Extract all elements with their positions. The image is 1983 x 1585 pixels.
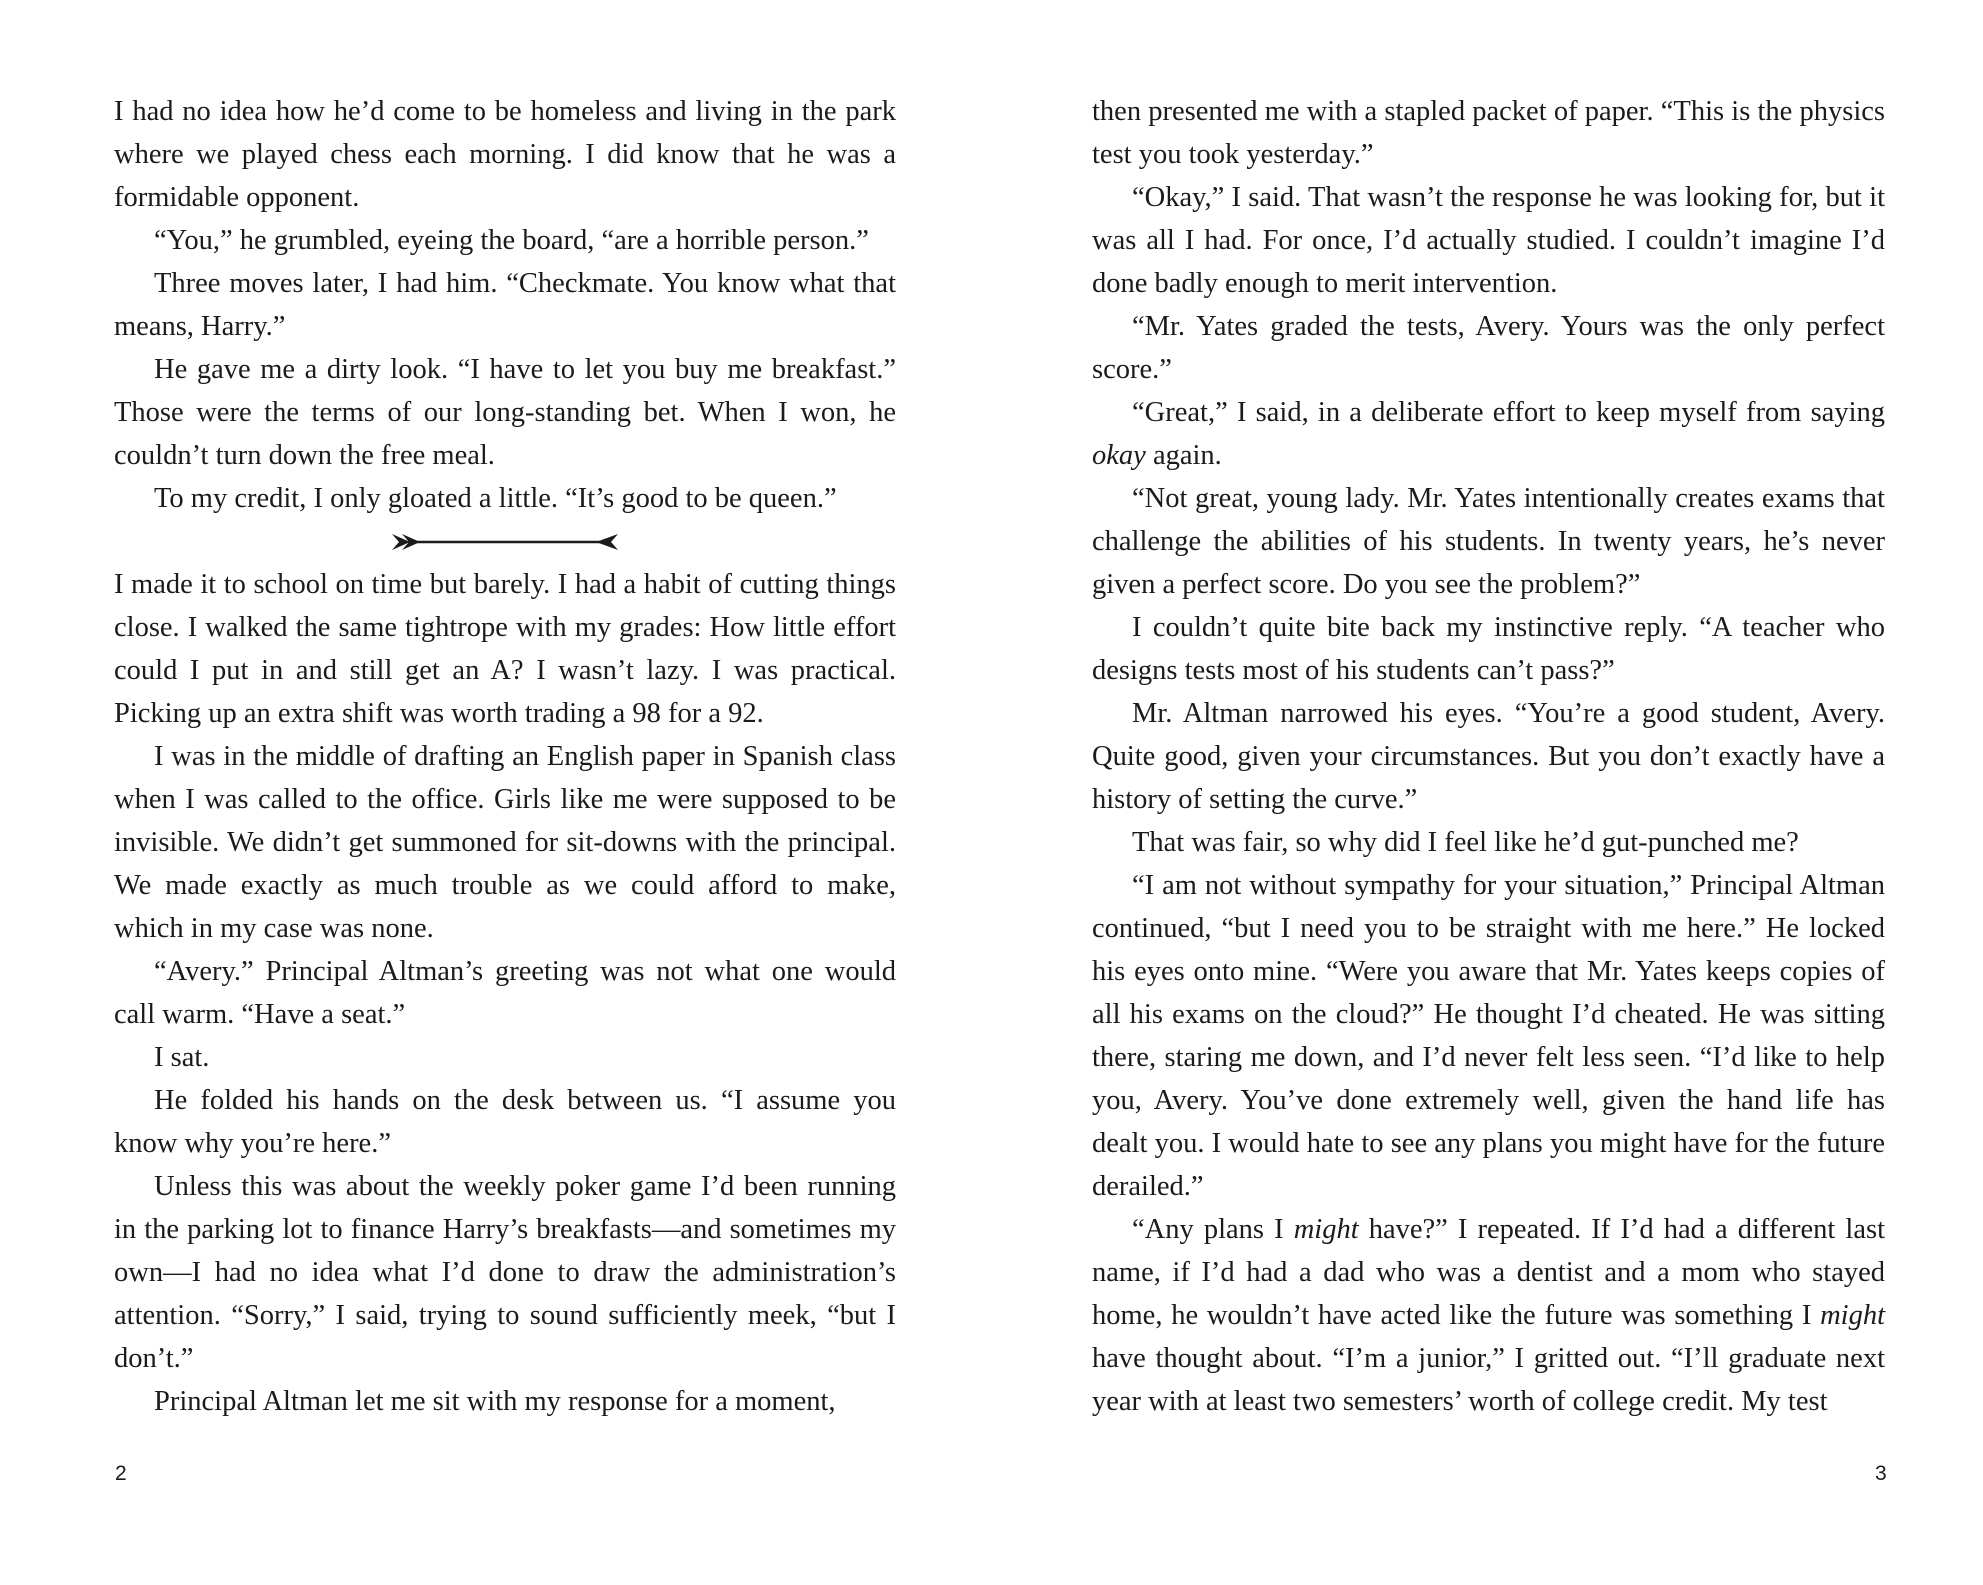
paragraph: “You,” he grumbled, eyeing the board, “are a horrible person.”: [154, 225, 869, 256]
paragraph: “I am not without sympathy for your situation,” Principal Altman continued, “but I need you to be straight with me here.” He locked his eyes onto mine. “Were you aware that Mr. Yates keeps copies of all his exams on the cloud?” He thought I’d cheated. He was sitting there, staring me down, and I’d never felt less seen. “I’d like to help you, Avery. You’ve done extremely well, given the hand life has dealt you. I would hate to see any plans you might have for the future derailed.”: [1092, 870, 1885, 1202]
paragraph: I made it to school on time but barely. I had a habit of cutting things close. I walked the same tightrope with my grades: How little effort could I put in and still get an A? I wasn’t lazy. I was practical. Picking up an extra shift was worth trading a 98 for a 92.: [114, 569, 896, 729]
paragraph: [1092, 391, 1885, 477]
text-run: have thought about. “I’m a junior,” I gritted out. “I’ll graduate next year with at least two semesters’ worth of college credit. My test: [1092, 1343, 1885, 1417]
left-page-text: [114, 90, 896, 1423]
paragraph: Unless this was about the weekly poker game I’d been running in the parking lot to finance Harry’s breakfasts—and sometimes my own—I had no idea what I’d done to draw the administration’s attention. “Sorry,” I said, trying to sound sufficiently meek, “but I don’t.”: [114, 1171, 896, 1374]
paragraph: I had no idea how he’d come to be homeless and living in the park where we played chess each morning. I did know that he was a formidable opponent.: [114, 96, 896, 213]
paragraph: [1092, 1208, 1885, 1423]
paragraph: Three moves later, I had him. “Checkmate. You know what that means, Harry.”: [114, 268, 896, 342]
paragraph: That was fair, so why did I feel like he’d gut-punched me?: [1132, 827, 1799, 858]
page-number: 2: [115, 1462, 127, 1485]
text-run: “Great,” I said, in a deliberate effort to keep myself from saying: [1132, 397, 1885, 428]
text-run: have?” I repeated. If I’d had a different last name, if I’d had a dad who was a dentist and a mom who stayed home, he wouldn’t have acted like the future was something I: [1092, 1214, 1885, 1331]
paragraph: then presented me with a stapled packet of paper. “This is the physics test you took yesterday.”: [1092, 96, 1885, 170]
paragraph: Principal Altman let me sit with my response for a moment,: [154, 1386, 836, 1417]
paragraph: Mr. Altman narrowed his eyes. “You’re a good student, Avery. Quite good, given your circumstances. But you don’t exactly have a history of setting the curve.”: [1092, 698, 1885, 815]
paragraph: He folded his hands on the desk between us. “I assume you know why you’re here.”: [114, 1085, 896, 1159]
arrow-ornament-icon: [390, 531, 620, 553]
right-page-text: [1092, 90, 1885, 1423]
paragraph: I was in the middle of drafting an English paper in Spanish class when I was called to the office. Girls like me were supposed to be invisible. We didn’t get summoned for sit-downs with the principal. We made exactly as much trouble as we could afford to make, which in my case was none.: [114, 741, 896, 944]
text-run: “Any plans I: [1132, 1214, 1294, 1245]
page-number: 3: [1875, 1462, 1887, 1485]
italic-text: might: [1293, 1214, 1359, 1245]
paragraph: He gave me a dirty look. “I have to let you buy me breakfast.” Those were the terms of our long-standing bet. When I won, he couldn’t turn down the free meal.: [114, 354, 896, 471]
paragraph: “Mr. Yates graded the tests, Avery. Yours was the only perfect score.”: [1092, 311, 1885, 385]
italic-text: okay: [1092, 440, 1146, 471]
paragraph: “Not great, young lady. Mr. Yates intentionally creates exams that challenge the abilities of his students. In twenty years, he’s never given a perfect score. Do you see the problem?”: [1092, 483, 1885, 600]
italic-text: might: [1820, 1300, 1885, 1331]
paragraph: To my credit, I only gloated a little. “It’s good to be queen.”: [154, 483, 837, 514]
paragraph: I sat.: [154, 1042, 210, 1073]
text-run: again.: [1145, 440, 1222, 471]
paragraph: “Okay,” I said. That wasn’t the response he was looking for, but it was all I had. For once, I’d actually studied. I couldn’t imagine I’d done badly enough to merit intervention.: [1092, 182, 1885, 299]
section-break-ornament: [114, 520, 896, 563]
paragraph: I couldn’t quite bite back my instinctive reply. “A teacher who designs tests most of his students can’t pass?”: [1092, 612, 1885, 686]
paragraph: “Avery.” Principal Altman’s greeting was not what one would call warm. “Have a seat.”: [114, 956, 896, 1030]
